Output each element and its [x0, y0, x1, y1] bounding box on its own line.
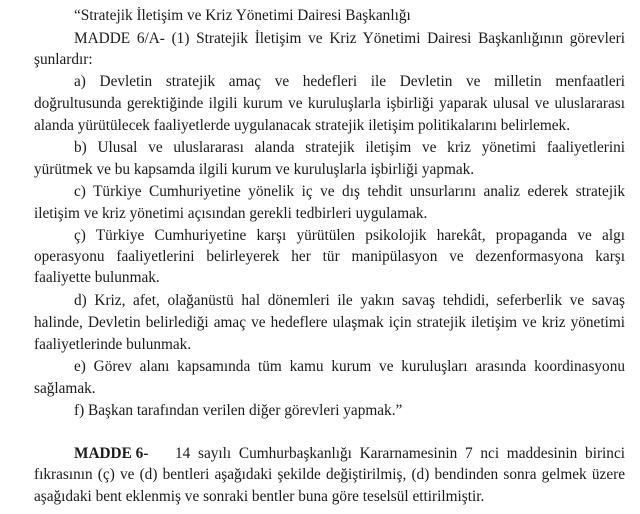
item-cc-line-3: faaliyette bulunmak.: [34, 269, 160, 286]
item-e-line-1: e) Görev alanı kapsamında tüm kamu kurum ve kuruluşları arasında koordinasyonu: [74, 358, 625, 375]
item-cc-line-2: operasyonu faaliyetlerini belirleyerek her tür manipülasyon ve dezenformasyona karşı: [34, 248, 625, 265]
section-heading: “Stratejik İletişim ve Kriz Yönetimi Dairesi Başkanlığı: [74, 7, 411, 24]
item-a-line-1: a) Devletin stratejik amaç ve hedefleri ile Devletin ve milletin menfaatleri: [74, 73, 625, 90]
item-cc-line-1: ç) Türkiye Cumhuriyetine karşı yürütülen psikolojik harekât, propaganda ve algı: [74, 227, 625, 244]
item-c-line-1: c) Türkiye Cumhuriyetine yönelik iç ve dış tehdit unsurlarını analiz ederek stratejik: [74, 183, 625, 200]
article-6-label: MADDE 6-: [74, 445, 149, 462]
item-d-line-1: d) Kriz, afet, olağanüstü hal dönemleri ile yakın savaş tehdidi, seferberlik ve savaş: [74, 292, 625, 309]
article-6-line-3: aşağıdaki bent eklenmiş ve sonraki bentler buna göre teselsül ettirilmiştir.: [34, 488, 485, 505]
item-a-line-2: doğrultusunda gerektiğinde ilgili kurum ve kuruluşlarla işbirliği yaparak ulusal ve uluslararası: [34, 95, 625, 112]
item-e-line-2: sağlamak.: [34, 380, 96, 397]
article-6a-intro-line-1: MADDE 6/A- (1) Stratejik İletişim ve Kriz Yönetimi Dairesi Başkanlığının görevleri: [74, 30, 625, 47]
article-6a-intro-line-2: şunlardır:: [34, 51, 93, 68]
item-c-line-2: iletişim ve kriz yönetimi açısından gerekli tedbirleri uygulamak.: [34, 205, 428, 222]
article-6-line-1-text: 14 sayılı Cumhurbaşkanlığı Kararnamesinin 7 nci maddesinin birinci: [175, 445, 625, 462]
item-b-line-2: yürütmek ve bu kapsamda ilgili kurum ve kuruluşlarla işbirliği yapmak.: [34, 161, 475, 178]
item-a-line-3: alanda yürütülecek faaliyetlerde uygulanacak stratejik iletişim politikalarını belirlemek.: [34, 117, 571, 134]
item-b-line-1: b) Ulusal ve uluslararası alanda stratejik iletişim ve kriz yönetimi faaliyetlerini: [74, 139, 625, 156]
item-f-line-1: f) Başkan tarafından verilen diğer görevleri yapmak.”: [74, 402, 403, 419]
item-d-line-2: halinde, Devletin belirlediği amaç ve hedeflere ulaşmak için stratejik iletişim ve kriz yönetimi: [34, 314, 625, 331]
article-6-line-2: fıkrasının (ç) ve (d) bentleri aşağıdaki şekilde değiştirilmiş, (d) bendinden sonra gelmek üzere: [34, 466, 625, 483]
item-d-line-3: faaliyetlerinde bulunmak.: [34, 336, 192, 353]
article-6-line-1: [74, 444, 625, 464]
